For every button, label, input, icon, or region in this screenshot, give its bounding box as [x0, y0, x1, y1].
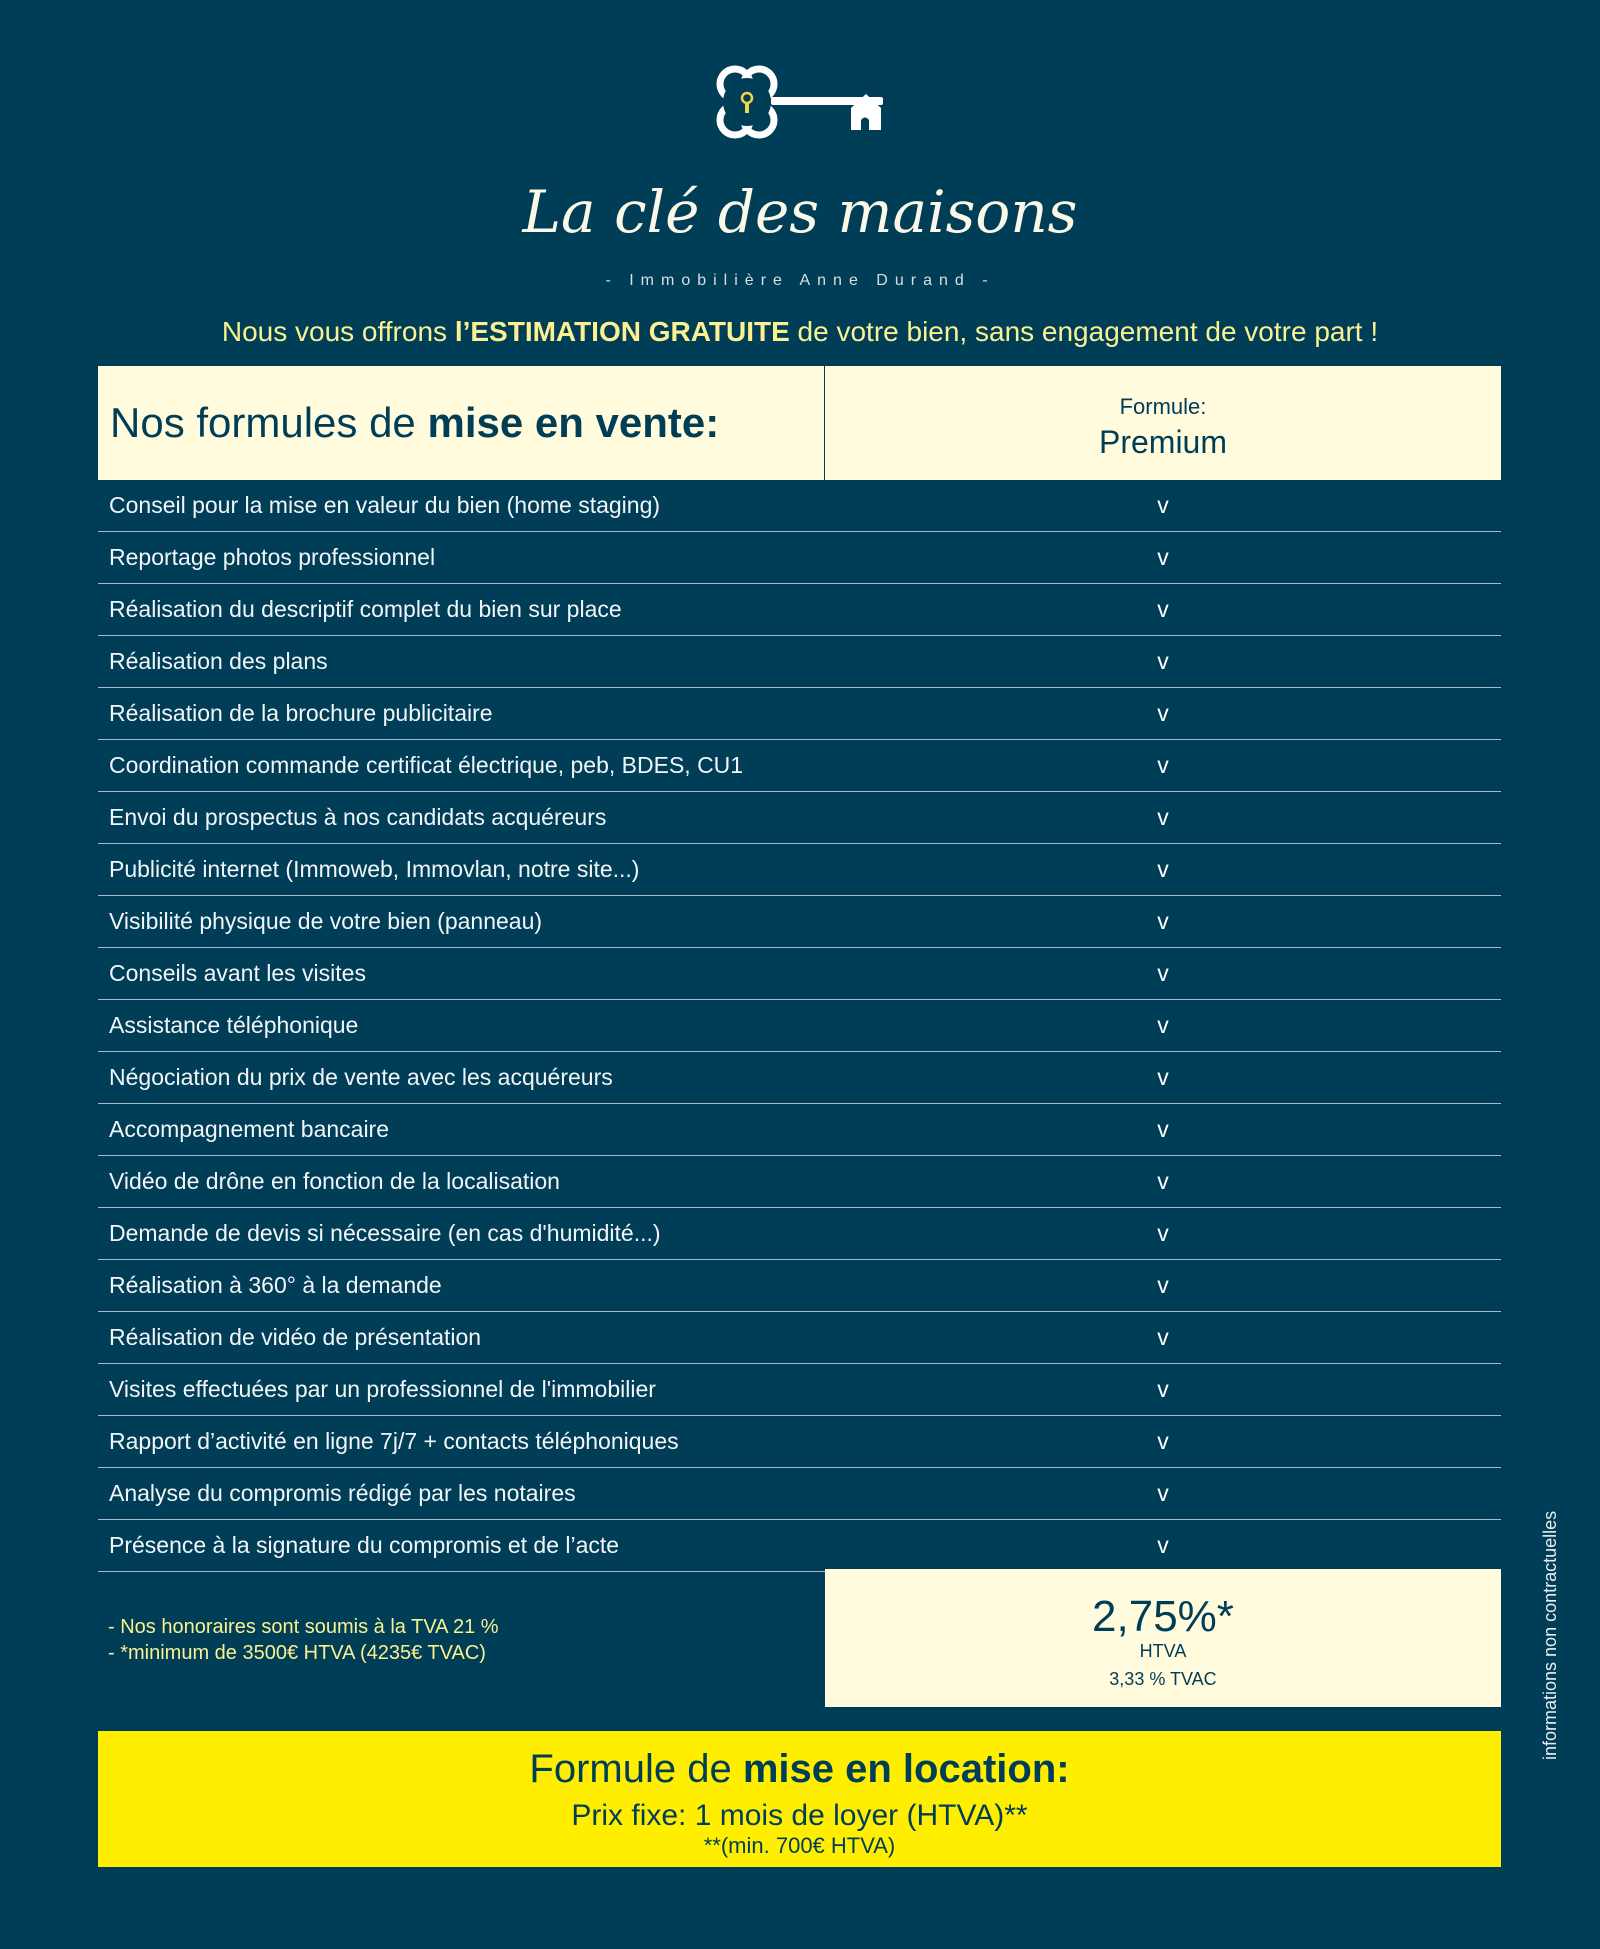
table-row — [98, 480, 1501, 532]
table-row — [98, 1104, 1501, 1156]
feature-check: v — [1157, 908, 1169, 934]
table-row — [98, 532, 1501, 584]
rental-minimum: **(min. 700€ HTVA) — [703, 1833, 896, 1858]
disclaimer-vertical: informations non contractuelles — [1540, 1510, 1560, 1760]
rental-price: Prix fixe: 1 mois de loyer (HTVA)** — [571, 1799, 1028, 1832]
feature-check: v — [1157, 1376, 1169, 1402]
feature-check: v — [1157, 492, 1169, 518]
table-row — [98, 1312, 1501, 1364]
feature-check: v — [1157, 960, 1169, 986]
feature-label: Réalisation des plans — [109, 648, 328, 674]
rental-banner — [98, 1731, 1501, 1867]
table-row — [98, 1260, 1501, 1312]
feature-check: v — [1157, 1116, 1169, 1142]
feature-check: v — [1157, 1272, 1169, 1298]
key-house-icon — [705, 60, 895, 150]
feature-check: v — [1157, 856, 1169, 882]
rental-title-prefix: Formule de — [529, 1747, 743, 1791]
brand-name: La clé des maisons — [522, 178, 1078, 246]
table-row — [98, 896, 1501, 948]
feature-label: Envoi du prospectus à nos candidats acquéreurs — [109, 804, 607, 830]
feature-check: v — [1157, 1532, 1169, 1558]
table-row — [98, 1416, 1501, 1468]
table-row — [98, 740, 1501, 792]
brand-subtitle: - Immobilière Anne Durand - — [605, 272, 995, 289]
feature-label: Analyse du compromis rédigé par les notaires — [109, 1480, 576, 1506]
feature-check: v — [1157, 1480, 1169, 1506]
feature-label: Visibilité physique de votre bien (panneau) — [109, 908, 543, 934]
logo — [0, 60, 1600, 155]
feature-check: v — [1157, 1324, 1169, 1350]
table-row — [98, 1156, 1501, 1208]
feature-check: v — [1157, 1012, 1169, 1038]
table-row — [98, 1468, 1501, 1520]
feature-label: Coordination commande certificat électrique, peb, BDES, CU1 — [109, 752, 744, 778]
rate-tvac: 3,33 % TVAC — [1109, 1669, 1217, 1689]
table-row — [98, 1052, 1501, 1104]
feature-label: Conseil pour la mise en valeur du bien (home staging) — [109, 492, 661, 518]
feature-label: Visites effectuées par un professionnel de l'immobilier — [109, 1376, 656, 1402]
sale-title-bold: mise en vente: — [427, 399, 720, 446]
feature-label: Vidéo de drône en fonction de la localisation — [109, 1168, 560, 1194]
feature-label: Demande de devis si nécessaire (en cas d'humidité...) — [109, 1220, 661, 1246]
feature-label: Réalisation de la brochure publicitaire — [109, 700, 493, 726]
feature-label: Réalisation de vidéo de présentation — [109, 1324, 482, 1350]
feature-label: Assistance téléphonique — [109, 1012, 359, 1038]
feature-check: v — [1157, 1064, 1169, 1090]
offer-text-after: de votre bien, sans engagement de votre part ! — [789, 316, 1379, 347]
feature-label: Accompagnement bancaire — [109, 1116, 389, 1142]
feature-label: Présence à la signature du compromis et de l’acte — [109, 1532, 620, 1558]
feature-check: v — [1157, 648, 1169, 674]
formula-header — [825, 366, 1501, 480]
formula-label: Formule: — [1119, 394, 1207, 419]
table-row — [98, 636, 1501, 688]
table-row — [98, 688, 1501, 740]
table-row — [98, 948, 1501, 1000]
features-table — [98, 480, 1501, 1572]
feature-check: v — [1157, 596, 1169, 622]
feature-check: v — [1157, 1220, 1169, 1246]
rental-title — [98, 1745, 1501, 1793]
feature-label: Conseils avant les visites — [109, 960, 366, 986]
sale-table-title — [98, 366, 824, 480]
offer-emphasis: l’ESTIMATION GRATUITE — [454, 316, 790, 347]
feature-label: Réalisation à 360° à la demande — [109, 1272, 442, 1298]
feature-check: v — [1157, 700, 1169, 726]
feature-check: v — [1157, 804, 1169, 830]
fee-note: - Nos honoraires sont soumis à la TVA 21 % — [108, 1616, 499, 1638]
table-row — [98, 1208, 1501, 1260]
price-box — [825, 1569, 1501, 1707]
fee-notes — [108, 1614, 499, 1666]
table-row — [98, 1364, 1501, 1416]
feature-label: Rapport d’activité en ligne 7j/7 + contacts téléphoniques — [109, 1428, 679, 1454]
feature-check: v — [1157, 752, 1169, 778]
fee-note: - *minimum de 3500€ HTVA (4235€ TVAC) — [108, 1642, 486, 1664]
feature-label: Négociation du prix de vente avec les acquéreurs — [109, 1064, 613, 1090]
feature-check: v — [1157, 1428, 1169, 1454]
formula-name: Premium — [1098, 424, 1227, 460]
feature-label: Reportage photos professionnel — [109, 544, 436, 570]
feature-label: Réalisation du descriptif complet du bien sur place — [109, 596, 622, 622]
offer-text-before: Nous vous offrons — [221, 316, 455, 347]
feature-label: Publicité internet (Immoweb, Immovlan, notre site...) — [109, 856, 640, 882]
offer-banner — [0, 316, 1600, 348]
feature-check: v — [1157, 544, 1169, 570]
rate-unit: HTVA — [1139, 1641, 1187, 1661]
sale-title-prefix: Nos formules de — [110, 399, 428, 446]
table-row — [98, 792, 1501, 844]
table-row — [98, 584, 1501, 636]
table-row — [98, 1000, 1501, 1052]
rate-value: 2,75%* — [1092, 1592, 1234, 1641]
table-row — [98, 844, 1501, 896]
feature-check: v — [1157, 1168, 1169, 1194]
table-row — [98, 1520, 1501, 1572]
rental-title-bold: mise en location: — [742, 1747, 1070, 1791]
